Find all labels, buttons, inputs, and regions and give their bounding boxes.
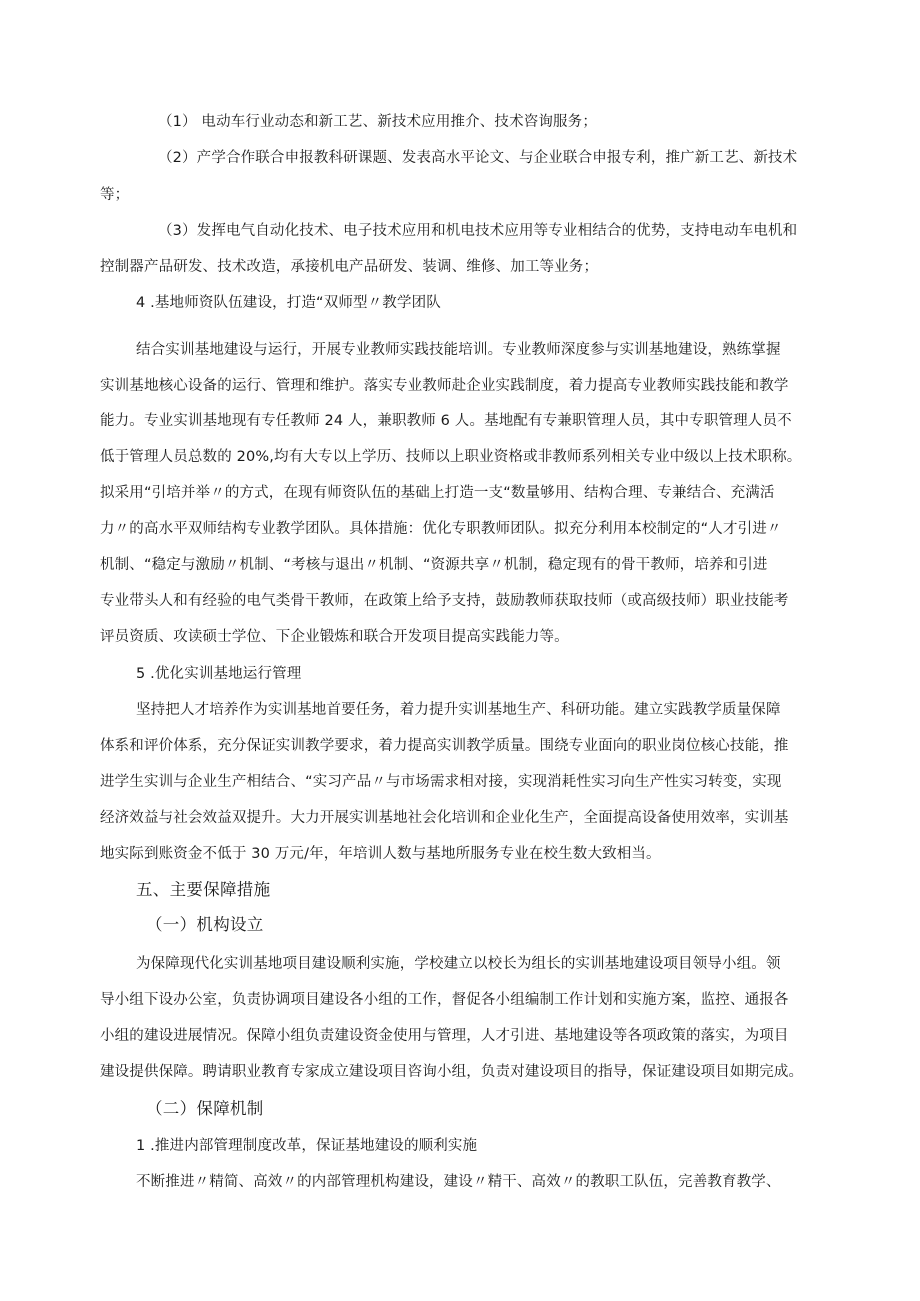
paragraph-line: 力〃的高水平双师结构专业教学团队。具体措施：优化专职教师团队。拟充分利用本校制定的“人才引进〃 — [100, 521, 782, 537]
section-heading-5: 5 .优化实训基地运行管理 — [136, 666, 302, 682]
paragraph-line: 控制器产品研发、技术改造，承接机电产品研发、装调、维修、加工等业务； — [100, 259, 599, 275]
paragraph-line: 不断推进〃精简、高效〃的内部管理机构建设，建设〃精干、高效〃的教职工队伍，完善教育教学、 — [136, 1174, 781, 1190]
paragraph-line: （3）发挥电气自动化技术、电子技术应用和机电技术应用等专业相结合的优势，支持电动车电机和 — [158, 223, 798, 239]
paragraph-line: 能力。专业实训基地现有专任教师 24 人，兼职教师 6 人。基地配有专兼职管理人员，其中专职管理人员不 — [100, 413, 792, 429]
paragraph-line: 专业带头人和有经验的电气类骨干教师，在政策上给予支持，鼓励教师获取技师（或高级技师）职业技能考 — [100, 593, 789, 609]
paragraph-line: 导小组下设办公室，负责协调项目建设各小组的工作，督促各小组编制工作计划和实施方案，监控、通报各 — [100, 992, 789, 1008]
paragraph-line: （1） 电动车行业动态和新工艺、新技术应用推介、技术咨询服务； — [158, 114, 597, 130]
paragraph-line: 建设提供保障。聘请职业教育专家成立建设项目咨询小组，负责对建设项目的指导，保证建设项目如期完成。 — [100, 1064, 804, 1080]
paragraph-line: 坚持把人才培养作为实训基地首要任务，着力提升实训基地生产、科研功能。建立实践教学质量保障 — [136, 702, 781, 718]
paragraph-line: 体系和评价体系，充分保证实训教学要求，着力提高实训教学质量。围绕专业面向的职业岗位核心技能，推 — [100, 738, 789, 754]
paragraph-line: 低于管理人员总数的 20%,均有大专以上学历、技师以上职业资格或非教师系列相关专业中级以上技术职称。 — [100, 449, 802, 465]
paragraph-line: 进学生实训与企业生产相结合、“实习产品〃与市场需求相对接，实现消耗性实习向生产性实习转变，实现 — [100, 774, 782, 790]
chapter-heading: 五、主要保障措施 — [136, 880, 271, 899]
paragraph-line: 地实际到账资金不低于 30 万元/年，年培训人数与基地所服务专业在校生数大致相当。 — [100, 846, 661, 862]
paragraph-line: 拟采用“引培并举〃的方式，在现有师资队伍的基础上打造一支“数量够用、结构合理、专兼结合、充满活 — [100, 485, 775, 501]
paragraph-line: 机制、“稳定与激励〃机制、“考核与退出〃机制、“资源共享〃机制，稳定现有的骨干教师，培养和引进 — [100, 557, 768, 573]
numbered-heading-1: 1 .推进内部管理制度改革，保证基地建设的顺利实施 — [136, 1138, 478, 1154]
paragraph-line: 为保障现代化实训基地项目建设顺利实施，学校建立以校长为组长的实训基地建设项目领导小组。领 — [136, 956, 781, 972]
paragraph-line: 结合实训基地建设与运行，开展专业教师实践技能培训。专业教师深度参与实训基地建设，熟练掌握 — [136, 342, 781, 358]
paragraph-line: （2）产学合作联合申报教科研课题、发表高水平论文、与企业联合申报专利，推广新工艺、新技术 — [158, 150, 798, 166]
paragraph-line: 评员资质、攻读硕士学位、下企业锻炼和联合开发项目提高实践能力等。 — [100, 629, 569, 645]
paragraph-line: 等； — [100, 187, 130, 203]
subsection-heading-2: （二）保障机制 — [146, 1099, 264, 1118]
paragraph-line: 经济效益与社会效益双提升。大力开展实训基地社会化培训和企业化生产，全面提高设备使用效率，实训基 — [100, 810, 789, 826]
section-heading-4: 4 .基地师资队伍建设，打造“双师型〃教学团队 — [136, 295, 441, 311]
paragraph-line: 实训基地核心设备的运行、管理和维护。落实专业教师赴企业实践制度，着力提高专业教师实践技能和教学 — [100, 378, 789, 394]
subsection-heading-1: （一）机构设立 — [146, 915, 264, 934]
paragraph-line: 小组的建设进展情况。保障小组负责建设资金使用与管理，人才引进、基地建设等各项政策的落实，为项目 — [100, 1028, 789, 1044]
